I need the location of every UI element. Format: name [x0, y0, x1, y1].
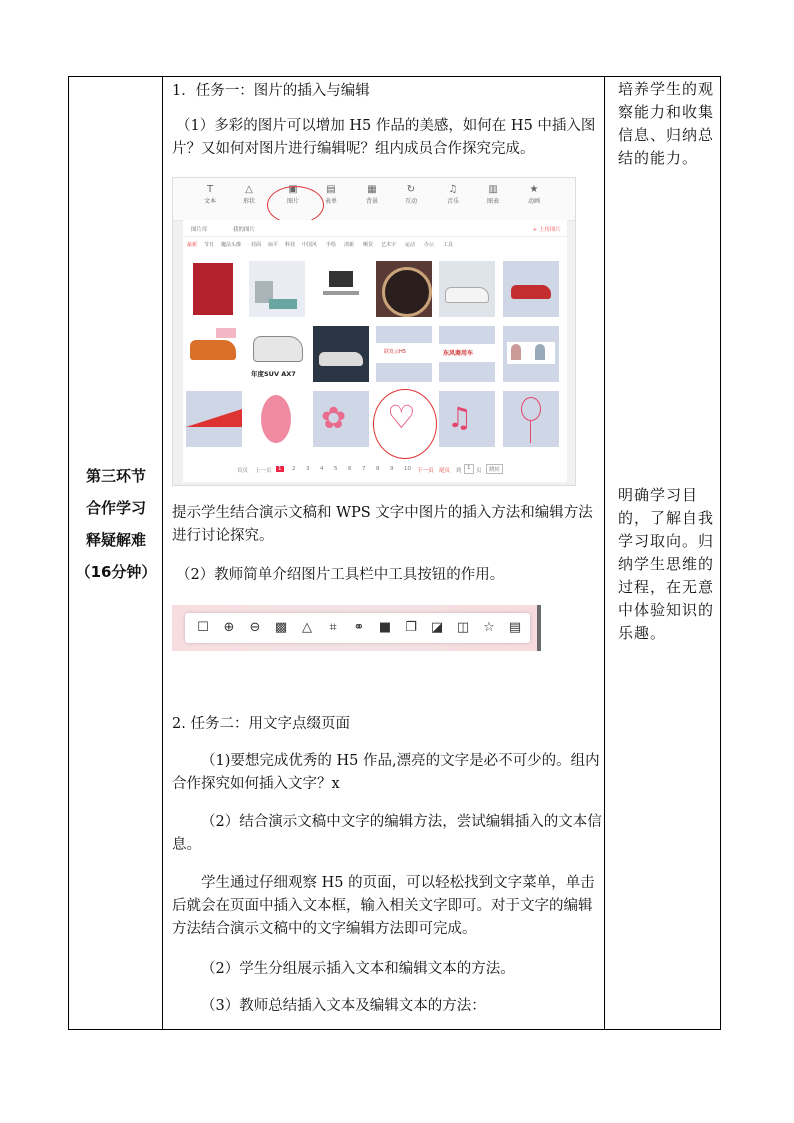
- category-item: 节日: [204, 242, 215, 248]
- editor-toolbar: [173, 178, 575, 221]
- category-item: 工具: [443, 242, 454, 248]
- background-icon: ▦: [367, 184, 377, 195]
- category-item: 清新: [344, 242, 355, 248]
- pagination: [183, 463, 567, 477]
- copy-icon: ❐: [405, 620, 417, 635]
- chart-icon: ▥: [488, 184, 498, 195]
- zoom-out-icon: ⊖: [249, 620, 261, 635]
- screenshot-edge: [537, 605, 541, 651]
- category-item: 艺术字: [381, 242, 397, 248]
- highlight-circle: [267, 186, 324, 224]
- star-icon: ★: [529, 184, 539, 195]
- stack-icon: ◪: [430, 620, 444, 635]
- image-icon: ▣: [288, 184, 298, 195]
- pager-item: 首页: [237, 468, 249, 474]
- upload-link: + 上传图片: [532, 227, 561, 233]
- link-icon: ⚭: [353, 620, 365, 635]
- crop-icon: ⌗: [329, 620, 337, 635]
- toolbar-chart: [473, 184, 513, 205]
- toolbar-text: [190, 184, 230, 205]
- image-thumb: [439, 326, 495, 382]
- toolbar-label: 音乐: [446, 198, 459, 205]
- image-thumb: [503, 326, 559, 382]
- image-thumb: [503, 391, 559, 447]
- category-bar: [183, 237, 567, 250]
- image-thumb: [376, 326, 432, 382]
- toolbar-animation: [514, 184, 554, 205]
- task1-title: 1．任务一：图片的插入与编辑: [172, 83, 370, 99]
- pager-item: 4: [320, 466, 324, 472]
- toolbar-label: 文本: [203, 198, 216, 205]
- panel-tabs: [183, 220, 567, 237]
- pager-item: 5: [334, 466, 338, 472]
- layer-icon: ■: [378, 620, 392, 635]
- tab-image-library: 图片库: [191, 227, 208, 233]
- thumb-label: 东风商用车: [443, 350, 474, 357]
- image-thumb: [249, 261, 305, 317]
- task2-para5: （3）教师总结插入文本及编辑文本的方法：: [201, 998, 486, 1014]
- image-toolbar-screenshot: [172, 605, 540, 651]
- music-note-icon: ♫: [447, 401, 473, 434]
- toolbar-label: 形状: [242, 198, 255, 205]
- toolbar-interact: [391, 184, 431, 205]
- image-toolbar: [185, 613, 530, 643]
- stage-column: [69, 77, 163, 1029]
- toolbar-label: 图片: [286, 198, 299, 205]
- pager-item: 2: [292, 466, 296, 472]
- jump-button: 跳转: [486, 464, 503, 474]
- group-icon: ◫: [456, 620, 470, 635]
- category-item: 最新: [187, 242, 198, 248]
- refresh-icon: ↻: [406, 184, 416, 195]
- image-thumb: [503, 261, 559, 317]
- image-thumb: [313, 261, 369, 317]
- pager-item: 上一页: [255, 468, 272, 474]
- image-thumb: [313, 391, 369, 447]
- stage-line: （16分钟）: [75, 563, 157, 581]
- pager-item: 9: [390, 466, 394, 472]
- image-icon: ▩: [274, 620, 288, 635]
- image-panel: [183, 220, 567, 482]
- pager-item: 3: [306, 466, 310, 472]
- shape-icon: △: [245, 184, 253, 195]
- document-icon: ▤: [508, 620, 522, 635]
- image-thumb: [376, 261, 432, 317]
- task2-title: 2. 任务二：用文字点缀页面: [172, 716, 350, 732]
- star-icon: ☆: [483, 620, 495, 635]
- lesson-table: [68, 76, 721, 1030]
- task2-para4: （2）学生分组展示插入文本和编辑文本的方法。: [201, 961, 515, 977]
- toolbar-music: [433, 184, 473, 205]
- toolbar-label: 动画: [527, 198, 540, 205]
- pager-item: 7: [362, 466, 366, 472]
- highlight-circle: [373, 389, 437, 459]
- category-item: 魔法头像: [221, 242, 242, 248]
- toolbar-shape: [229, 184, 269, 205]
- task2-para3: 学生通过仔细观察 H5 的页面，可以轻松找到文字菜单，单击后就会在页面中插入文本框，输入相关文字即可。对于文字的编辑方法结合演示文稿中的文字编辑方法即可完成。: [172, 875, 595, 937]
- heart-tree-icon: ✿: [321, 401, 347, 436]
- toolbar-background: [352, 184, 392, 205]
- task2-para2: （2）结合演示文稿中文字的编辑方法，尝试编辑插入的文本信息。: [172, 814, 602, 853]
- category-item: 办公: [424, 242, 435, 248]
- task1-para1: （1）多彩的图片可以增加 H5 作品的美感，如何在 H5 中插入图片？又如何对图片进行编辑呢？组内成员合作探究完成。: [172, 118, 596, 157]
- heart-icon: ♡: [387, 398, 416, 436]
- category-item: 中国风: [302, 242, 318, 248]
- toolbar-label: 背景: [365, 198, 378, 205]
- image-thumb: [439, 261, 495, 317]
- pager-item: 6: [348, 466, 352, 472]
- category-item: 运动: [405, 242, 416, 248]
- tab-my-images: 我的图片: [233, 227, 256, 233]
- image-thumb: [186, 391, 242, 447]
- square-icon: ☐: [197, 620, 209, 635]
- image-thumb: [249, 391, 305, 447]
- task2-para1: （1)要想完成优秀的 H5 作品,漂亮的文字是必不可少的。组内合作探究如何插入文字？x: [172, 753, 600, 792]
- pager-item: 到: [456, 468, 462, 474]
- image-library-screenshot: [172, 177, 576, 486]
- zoom-in-icon: ⊕: [223, 620, 235, 635]
- pager-item: 8: [376, 466, 380, 472]
- pager-item: 页: [476, 468, 482, 474]
- intent-column: [611, 77, 721, 1029]
- image-thumb: [249, 326, 305, 382]
- toolbar-label: 图表: [486, 198, 499, 205]
- image-thumb: [313, 326, 369, 382]
- pager-item: 尾页: [439, 468, 451, 474]
- thumb-label: 联发云H5: [384, 349, 406, 355]
- category-item: 手绘: [326, 242, 337, 248]
- pager-item: 1: [278, 466, 282, 472]
- stage-label: [69, 460, 163, 588]
- image-thumb: [439, 391, 495, 447]
- image-thumb: [186, 261, 242, 317]
- intent-text-2: 明确学习目的，了解自我学习取向。归纳学生思维的过程，在无意中体验知识的乐趣。: [618, 486, 715, 642]
- stage-line: 第三环节: [85, 467, 146, 485]
- text-icon: T: [206, 184, 214, 195]
- image-thumb: [186, 326, 242, 382]
- triangle-icon: △: [302, 620, 312, 635]
- stage-line: 合作学习: [85, 499, 146, 517]
- pager-item: 10: [404, 466, 411, 472]
- toolbar-label: 互动: [404, 198, 417, 205]
- form-icon: ▤: [326, 184, 336, 195]
- category-item: 扁平: [268, 242, 279, 248]
- page-input: 1: [464, 464, 474, 474]
- intent-text-1: 培养学生的观察能力和收集信息、归纳总结的能力。: [618, 80, 715, 167]
- category-item: 封面: [251, 242, 262, 248]
- thumb-label: 年度SUV AX7: [251, 370, 296, 378]
- category-item: 科技: [285, 242, 296, 248]
- column-divider: [604, 77, 605, 1029]
- task1-para2: 提示学生结合演示文稿和 WPS 文字中图片的插入方法和编辑方法进行讨论探究。: [172, 505, 593, 544]
- toolbar-label: 表单: [324, 198, 337, 205]
- stage-line: 释疑解难: [85, 531, 146, 549]
- music-icon: ♫: [448, 184, 458, 195]
- category-item: 晒货: [363, 242, 374, 248]
- pager-item: 下一页: [417, 468, 434, 474]
- task1-para3: （2）教师简单介绍图片工具栏中工具按钮的作用。: [176, 567, 505, 583]
